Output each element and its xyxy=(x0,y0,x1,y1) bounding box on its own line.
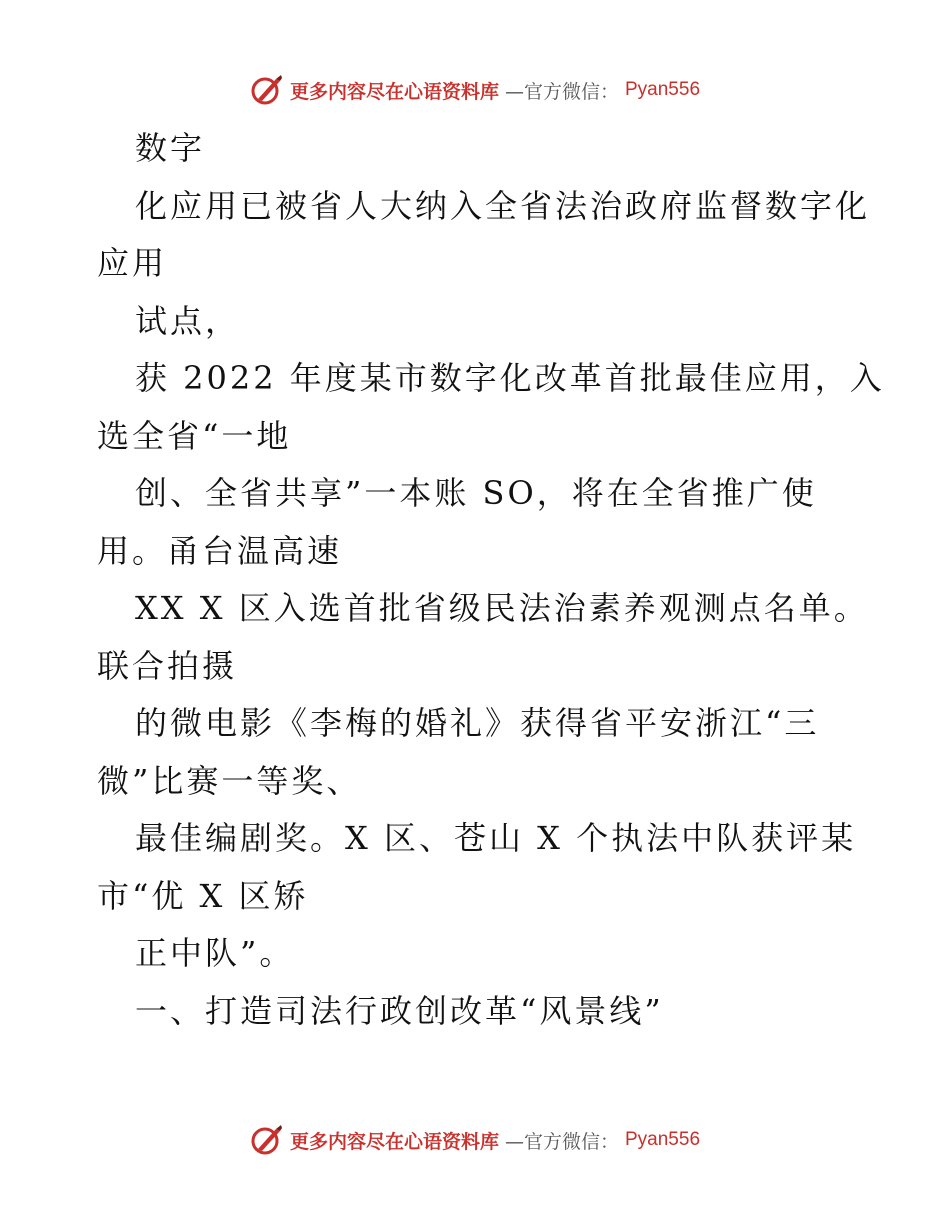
section-heading: 一、打造司法行政创改革“风景线” xyxy=(135,991,664,1030)
quill-pen-icon xyxy=(250,1123,284,1157)
text-line: 正中队”。 xyxy=(135,934,295,972)
watermark-brand-text: 更多内容尽在心语资料库 xyxy=(289,1130,499,1153)
watermark-wechat-id: Pyan556 xyxy=(625,1129,701,1150)
text-line: 应用 xyxy=(97,244,168,282)
text-line: 的微电影《李梅的婚礼》获得省平安浙江“三 xyxy=(135,704,820,742)
header-watermark xyxy=(0,70,950,110)
document-body xyxy=(97,120,885,1040)
watermark-official-label: —官方微信： xyxy=(504,80,619,103)
text-line: 选全省“一地 xyxy=(97,416,292,455)
footer-watermark xyxy=(0,1120,950,1160)
text-line: 微”比赛一等奖、 xyxy=(97,761,362,800)
text-line: 创、全省共享”一本账 SO，将在全省推广使 xyxy=(135,474,817,512)
text-line: 用。甬台温高速 xyxy=(97,531,343,570)
text-line: 市“优 X 区矫 xyxy=(97,876,309,915)
text-line: 试点， xyxy=(135,301,241,340)
watermark-brand-text: 更多内容尽在心语资料库 xyxy=(289,80,499,103)
text-line: 最佳编剧奖。X 区、苍山 X 个执法中队获评某 xyxy=(135,819,857,857)
text-line: 数字 xyxy=(135,129,206,167)
text-line: 获 2022 年度某市数字化改革首批最佳应用，入 xyxy=(135,359,885,397)
text-line: XX X 区入选首批省级民法治素养观测点名单。 xyxy=(135,589,869,627)
watermark-official-label: —官方微信： xyxy=(504,1130,619,1153)
text-line: 联合拍摄 xyxy=(97,646,238,685)
quill-pen-icon xyxy=(250,73,284,107)
text-line: 化应用已被省人大纳入全省法治政府监督数字化 xyxy=(135,186,871,225)
watermark-wechat-id: Pyan556 xyxy=(625,79,701,100)
